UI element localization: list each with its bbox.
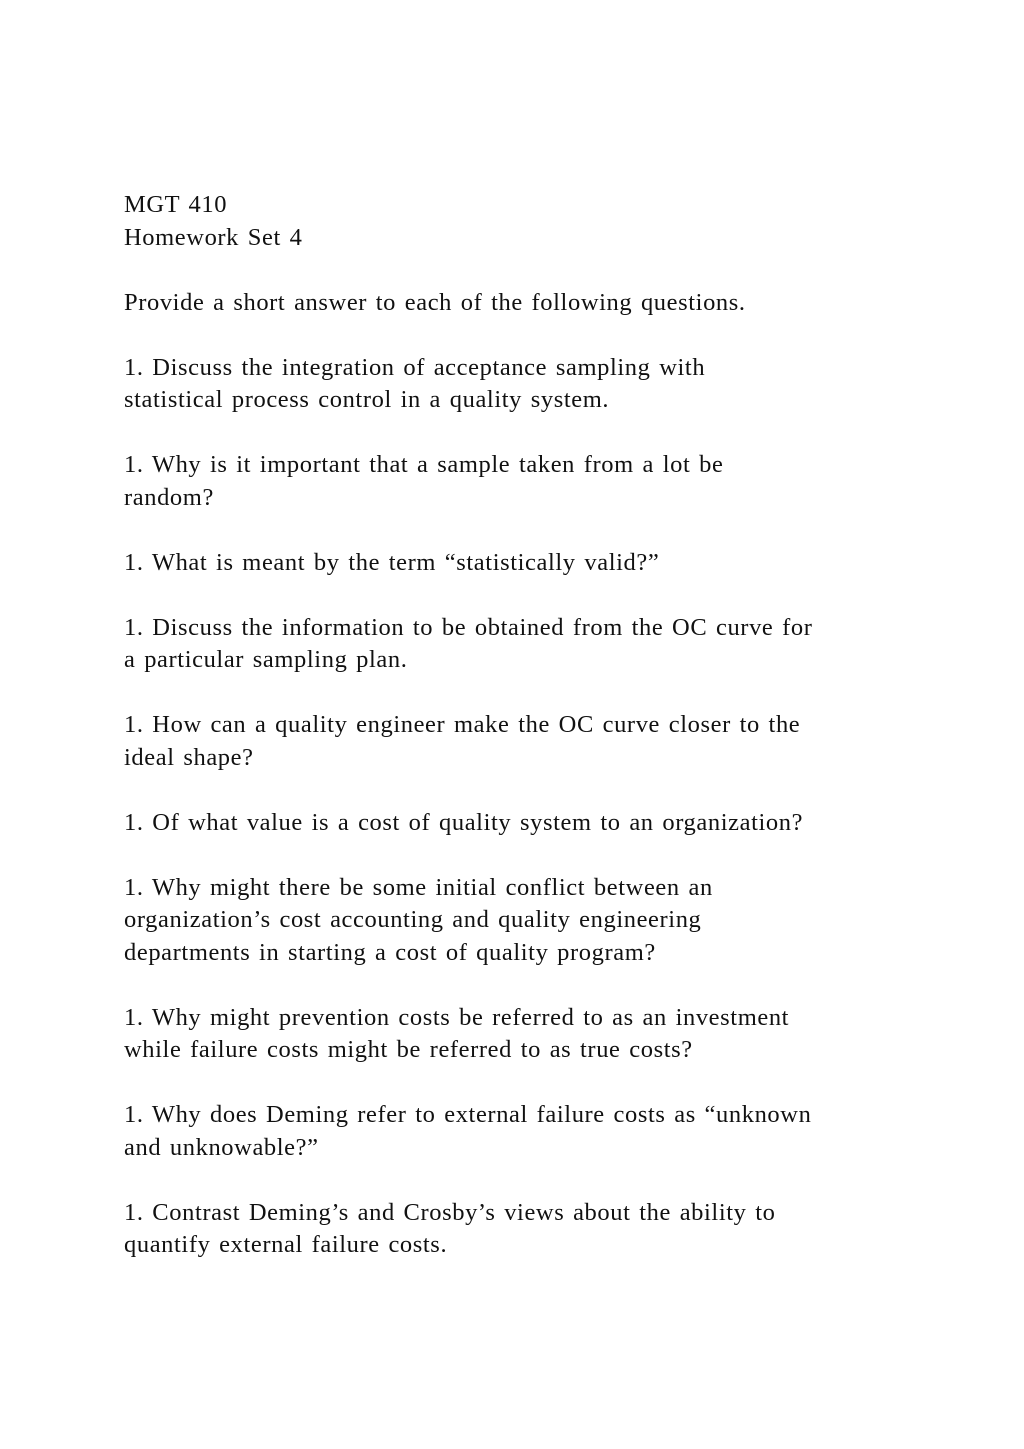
question-item xyxy=(124,1099,904,1164)
instructions: Provide a short answer to each of the following questions. xyxy=(124,288,746,316)
spacer xyxy=(124,417,904,450)
question-line: organization’s cost accounting and quality engineering xyxy=(124,906,702,933)
question-item xyxy=(124,872,904,970)
question-line: 1. What is meant by the term “statistically valid?” xyxy=(124,548,660,576)
question-item xyxy=(124,352,904,417)
spacer xyxy=(124,514,904,547)
question-line: departments in starting a cost of quality program? xyxy=(124,938,656,966)
question-item xyxy=(124,612,904,677)
spacer xyxy=(124,254,904,287)
question-line: 1. Why does Deming refer to external failure costs as “unknown xyxy=(124,1101,812,1128)
question-line: 1. Of what value is a cost of quality system to an organization? xyxy=(124,808,804,836)
question-item xyxy=(124,807,904,840)
question-line: and unknowable?” xyxy=(124,1133,319,1161)
question-line: while failure costs might be referred to as true costs? xyxy=(124,1036,693,1063)
document-body xyxy=(124,189,904,1262)
spacer xyxy=(124,1164,904,1197)
homework-title: Homework Set 4 xyxy=(124,223,303,251)
question-line: ideal shape? xyxy=(124,743,254,771)
question-item xyxy=(124,547,904,580)
question-line: quantify external failure costs. xyxy=(124,1231,448,1258)
spacer xyxy=(124,1067,904,1100)
spacer xyxy=(124,969,904,1002)
spacer xyxy=(124,774,904,807)
spacer xyxy=(124,839,904,872)
question-line: statistical process control in a quality system. xyxy=(124,386,610,413)
question-line: a particular sampling plan. xyxy=(124,646,408,673)
question-line: random? xyxy=(124,483,214,511)
spacer xyxy=(124,319,904,352)
question-line: 1. Contrast Deming’s and Crosby’s views about the ability to xyxy=(124,1198,776,1226)
question-item xyxy=(124,1197,904,1262)
question-line: 1. Why might there be some initial conflict between an xyxy=(124,873,713,901)
question-item xyxy=(124,709,904,774)
course-code: MGT 410 xyxy=(124,191,228,218)
question-line: 1. How can a quality engineer make the OC curve closer to the xyxy=(124,711,801,738)
question-item xyxy=(124,449,904,514)
question-line: 1. Discuss the information to be obtained from the OC curve for xyxy=(124,613,813,641)
question-item xyxy=(124,1002,904,1067)
spacer xyxy=(124,579,904,612)
spacer xyxy=(124,677,904,710)
question-line: 1. Why is it important that a sample taken from a lot be xyxy=(124,451,724,478)
question-line: 1. Discuss the integration of acceptance sampling with xyxy=(124,353,706,381)
question-line: 1. Why might prevention costs be referred to as an investment xyxy=(124,1003,790,1031)
